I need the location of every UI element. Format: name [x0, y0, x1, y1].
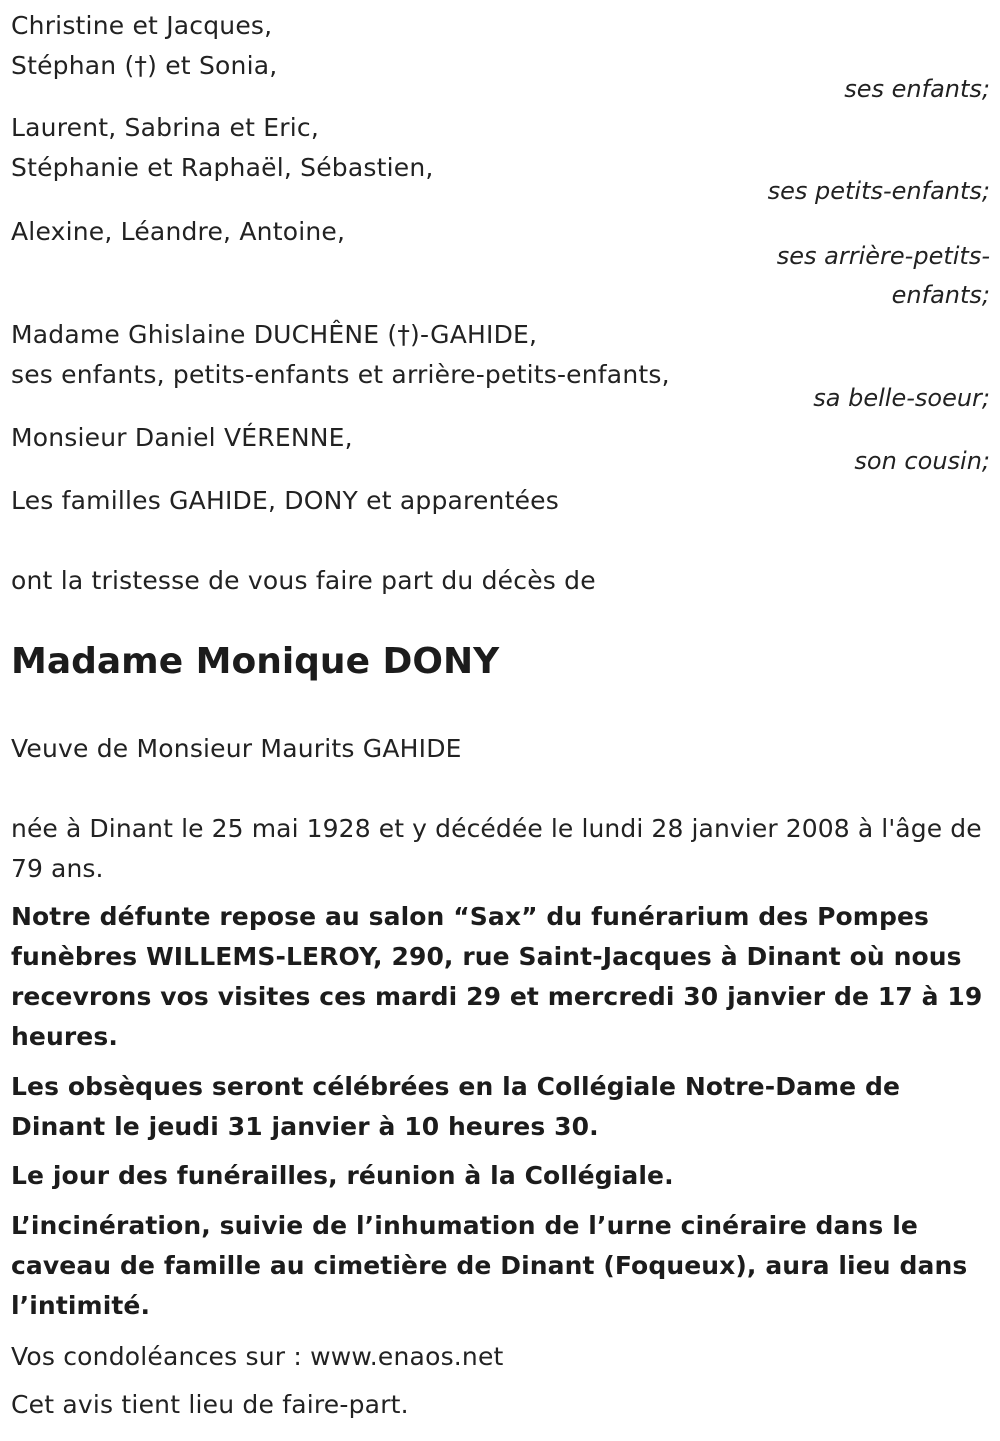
- sisterinlaw-role: sa belle-soeur;: [813, 384, 990, 412]
- cousin-name: Monsieur Daniel VÉRENNE,: [11, 423, 353, 452]
- sisterinlaw-line1: Madame Ghislaine DUCHÊNE (†)-GAHIDE,: [11, 320, 538, 349]
- children-names-line1: Christine et Jacques,: [11, 11, 273, 40]
- cremation-info: L’incinération, suivie de l’inhumation de l’urne cinéraire dans le caveau de famille au cimetière de Dinant (Foqueux), aura lieu dans l’intimité.: [11, 1211, 968, 1320]
- children-role: ses enfants;: [844, 75, 990, 103]
- families-line: Les familles GAHIDE, DONY et apparentées: [11, 486, 559, 515]
- meeting-info: Le jour des funérailles, réunion à la Collégiale.: [11, 1161, 674, 1190]
- funeral-info: Les obsèques seront célébrées en la Collégiale Notre-Dame de Dinant le jeudi 31 janvier à 10 heures 30.: [11, 1072, 901, 1141]
- greatgrandchildren-role-line2: enfants;: [891, 281, 990, 309]
- deceased-name: Madame Monique DONY: [11, 641, 500, 682]
- greatgrandchildren-role-line1: ses arrière-petits-: [776, 242, 990, 270]
- widow-of: Veuve de Monsieur Maurits GAHIDE: [11, 734, 462, 763]
- birth-death-info: née à Dinant le 25 mai 1928 et y décédée le lundi 28 janvier 2008 à l'âge de 79 ans.: [11, 814, 982, 883]
- notice-info: Cet avis tient lieu de faire-part.: [11, 1390, 409, 1419]
- grandchildren-names-line1: Laurent, Sabrina et Eric,: [11, 113, 319, 142]
- announcement-intro: ont la tristesse de vous faire part du décès de: [11, 566, 596, 595]
- greatgrandchildren-names: Alexine, Léandre, Antoine,: [11, 217, 346, 246]
- sisterinlaw-line2: ses enfants, petits-enfants et arrière-petits-enfants,: [11, 360, 670, 389]
- visitation-info: Notre défunte repose au salon “Sax” du funérarium des Pompes funèbres WILLEMS-LEROY, 290, rue Saint-Jacques à Dinant où nous recevrons vos visites ces mardi 29 et mercredi 30 janvier de 17 à 19 heures.: [11, 902, 983, 1051]
- grandchildren-role: ses petits-enfants;: [767, 177, 990, 205]
- grandchildren-names-line2: Stéphanie et Raphaël, Sébastien,: [11, 153, 434, 182]
- condolences-info: Vos condoléances sur : www.enaos.net: [11, 1342, 504, 1371]
- cousin-role: son cousin;: [854, 447, 990, 475]
- children-names-line2: Stéphan (†) et Sonia,: [11, 51, 278, 80]
